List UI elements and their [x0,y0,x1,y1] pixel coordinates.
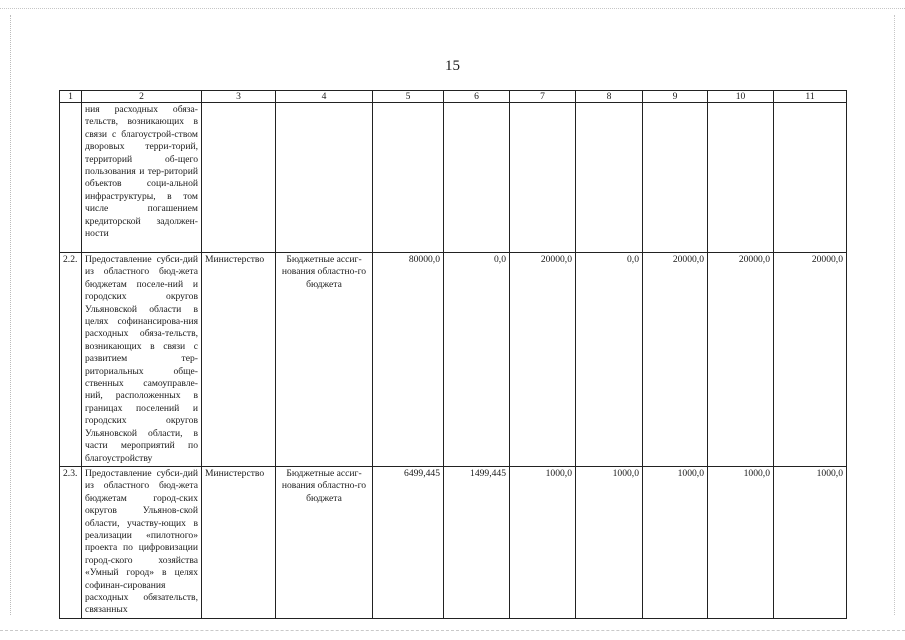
row-index: 2.2. [60,253,82,467]
row-value-9: 20000,0 [643,253,708,467]
row-value-8 [576,103,643,253]
column-header: 9 [643,91,708,103]
row-value-5 [373,103,444,253]
row-value-10: 20000,0 [708,253,774,467]
table-row [60,466,847,618]
row-funding-source: Бюджетные ассиг-нования областно-го бюджета [276,253,373,467]
row-executor: Министерство [202,466,276,618]
column-header: 11 [774,91,847,103]
scan-edge-bottom [0,630,905,632]
row-value-7: 1000,0 [510,466,576,618]
scan-edge-left [10,15,12,615]
column-header: 5 [373,91,444,103]
row-value-10 [708,103,774,253]
row-value-7: 20000,0 [510,253,576,467]
table-row [60,253,847,467]
row-executor: Министерство [202,253,276,467]
column-header: 4 [276,91,373,103]
row-executor [202,103,276,253]
row-funding-source [276,103,373,253]
column-header: 3 [202,91,276,103]
row-description: Предоставление субси-дий из областного бюд-жета бюджетам город-ских округов Ульянов-ской области, участву-ющих в реализации «пилотного» проекта по цифровизации город-ского хозяйства «Умный город» в целях софинан-сирования расходных обязательств, связанных [82,466,202,618]
row-index [60,103,82,253]
table-row [60,103,847,253]
row-value-5: 6499,445 [373,466,444,618]
row-value-6: 0,0 [444,253,510,467]
row-value-8: 0,0 [576,253,643,467]
page-number: 15 [445,58,460,74]
column-header: 2 [82,91,202,103]
row-value-8: 1000,0 [576,466,643,618]
row-value-5: 80000,0 [373,253,444,467]
row-value-6: 1499,445 [444,466,510,618]
row-description: ния расходных обяза-тельств, возникающих в связи с благоустрой-ством дворовых терри-торий, территорий об-щего пользования и тер-риторий объектов соци-альной инфраструктуры, в том числе погашением кредиторской задолжен-ности [82,103,202,253]
row-funding-source: Бюджетные ассиг-нования областно-го бюджета [276,466,373,618]
column-header: 7 [510,91,576,103]
scan-edge-right [894,15,896,615]
table-header-row [60,91,847,103]
column-header: 1 [60,91,82,103]
row-value-7 [510,103,576,253]
row-value-9: 1000,0 [643,466,708,618]
row-value-11: 20000,0 [774,253,847,467]
row-value-6 [444,103,510,253]
row-description: Предоставление субси-дий из областного бюд-жета бюджетам поселе-ний и городских округов Ульяновской области в целях софинансирова-ния расходных обяза-тельств, возникающих в связи с развитием тер-риториальных обще-ственных самоуправле-ний, расположенных в границах поселений и городских округов Ульяновской области, в части мероприятий по благоустройству [82,253,202,467]
scan-edge-top [0,8,905,10]
row-value-9 [643,103,708,253]
column-header: 6 [444,91,510,103]
column-header: 8 [576,91,643,103]
column-header: 10 [708,91,774,103]
budget-table [59,90,847,619]
row-value-11 [774,103,847,253]
row-index: 2.3. [60,466,82,618]
row-value-10: 1000,0 [708,466,774,618]
row-value-11: 1000,0 [774,466,847,618]
